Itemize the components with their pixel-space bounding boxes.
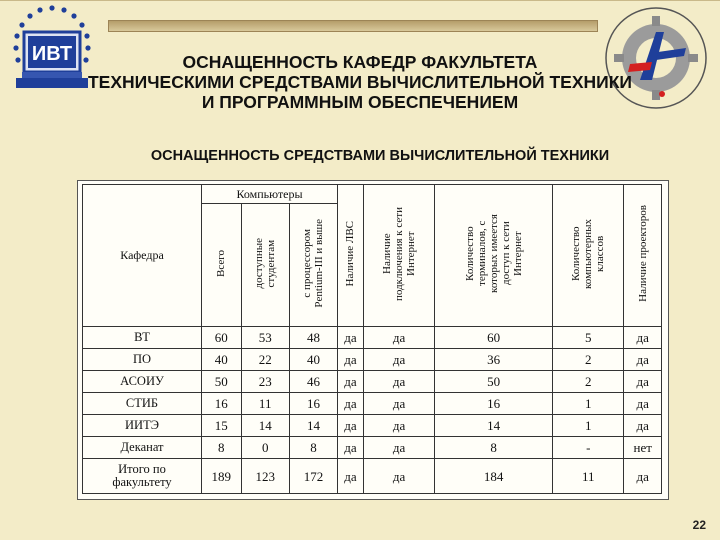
table-cell: да [338,415,364,437]
equipment-table [82,184,662,494]
header-internet-text: Наличие подключения к сети Интернет [381,206,418,301]
header-lan-text: Наличие ЛВС [344,220,357,287]
frame-top-line [0,0,720,1]
header-classes [553,185,624,327]
table-row [83,459,662,494]
table-cell: да [624,459,662,494]
table-cell: да [338,349,364,371]
header-classes-text: Количество компьютерных классов [570,218,607,289]
header-projectors [624,185,662,327]
table-cell: да [338,459,364,494]
table-cell: 36 [435,349,553,371]
table-cell: да [363,349,434,371]
table-cell: 53 [241,327,289,349]
table-cell: 60 [435,327,553,349]
table-cell: 22 [241,349,289,371]
table-cell: 48 [289,327,337,349]
table-cell: 184 [435,459,553,494]
table-cell: 11 [241,393,289,415]
table-row [83,437,662,459]
table-cell: да [363,415,434,437]
table-cell: да [624,393,662,415]
cell-kafedra: АСОИУ [83,371,202,393]
table-cell: 2 [553,371,624,393]
title-line-2: ТЕХНИЧЕСКИМИ СРЕДСТВАМИ ВЫЧИСЛИТЕЛЬНОЙ ТЕХНИКИ [87,72,633,92]
header-internet [363,185,434,327]
header-projectors-text: Наличие проекторов [636,205,649,302]
header-pentium-text: с процессором Pentium-III и выше [301,218,326,308]
logo-text: ИВТ [31,43,73,65]
table-cell: да [363,371,434,393]
header-total-text: Всего [215,249,228,277]
cell-kafedra: ВТ [83,327,202,349]
table-cell: 0 [241,437,289,459]
table-body [83,327,662,494]
table-cell: нет [624,437,662,459]
cell-kafedra: Итого по факультету [83,459,202,494]
table-cell: 123 [241,459,289,494]
table-cell: да [624,327,662,349]
table-cell: да [624,371,662,393]
table-cell: да [363,437,434,459]
section-subtitle: ОСНАЩЕННОСТЬ СРЕДСТВАМИ ВЫЧИСЛИТЕЛЬНОЙ ТЕХНИКИ [150,148,610,164]
header-lan [338,185,364,327]
header-computers: Компьютеры [202,185,338,204]
page-number: 22 [692,518,706,532]
table-cell: 16 [289,393,337,415]
table-cell: да [338,393,364,415]
table-cell: да [363,459,434,494]
table-row [83,393,662,415]
table-row [83,371,662,393]
table-cell: 50 [202,371,242,393]
cell-kafedra: ИИТЭ [83,415,202,437]
table-cell: 40 [289,349,337,371]
title-line-3: И ПРОГРАММНЫМ ОБЕСПЕЧЕНИЕМ [201,92,519,112]
table-cell: 40 [202,349,242,371]
table-cell: 15 [202,415,242,437]
page-title [30,52,690,112]
table-cell: 189 [202,459,242,494]
title-line-1: ОСНАЩЕННОСТЬ КАФЕДР ФАКУЛЬТЕТА [182,52,538,72]
table-cell: да [624,415,662,437]
header-kafedra: Кафедра [83,185,202,327]
table-cell: 16 [435,393,553,415]
table-cell: 50 [435,371,553,393]
header-bar [108,20,598,32]
table-cell: да [363,393,434,415]
table-row [83,415,662,437]
table-cell: 8 [289,437,337,459]
table-cell: 8 [202,437,242,459]
header-pentium [289,204,337,327]
table-cell: 5 [553,327,624,349]
cell-kafedra: Деканат [83,437,202,459]
table-row [83,349,662,371]
header-terminals [435,185,553,327]
table-cell: 46 [289,371,337,393]
table-cell: 1 [553,415,624,437]
table-cell: 14 [435,415,553,437]
table-cell: 2 [553,349,624,371]
header-students [241,204,289,327]
table-cell: 8 [435,437,553,459]
table-cell: да [338,437,364,459]
table-cell: 60 [202,327,242,349]
table-cell: 14 [241,415,289,437]
table-cell: да [363,327,434,349]
table-cell: 1 [553,393,624,415]
table-cell: - [553,437,624,459]
table-cell: да [624,349,662,371]
cell-kafedra: ПО [83,349,202,371]
table-cell: 11 [553,459,624,494]
header-terminals-text: Количество терминалов, с которых имеется доступ к сети Интернет [463,214,524,293]
table-cell: да [338,327,364,349]
cell-kafedra: СТИБ [83,393,202,415]
table-row [83,327,662,349]
table-cell: 16 [202,393,242,415]
table-cell: да [338,371,364,393]
header-students-text: доступные студентам [253,237,278,289]
table-cell: 23 [241,371,289,393]
table-cell: 172 [289,459,337,494]
header-total [202,204,242,327]
table-cell: 14 [289,415,337,437]
